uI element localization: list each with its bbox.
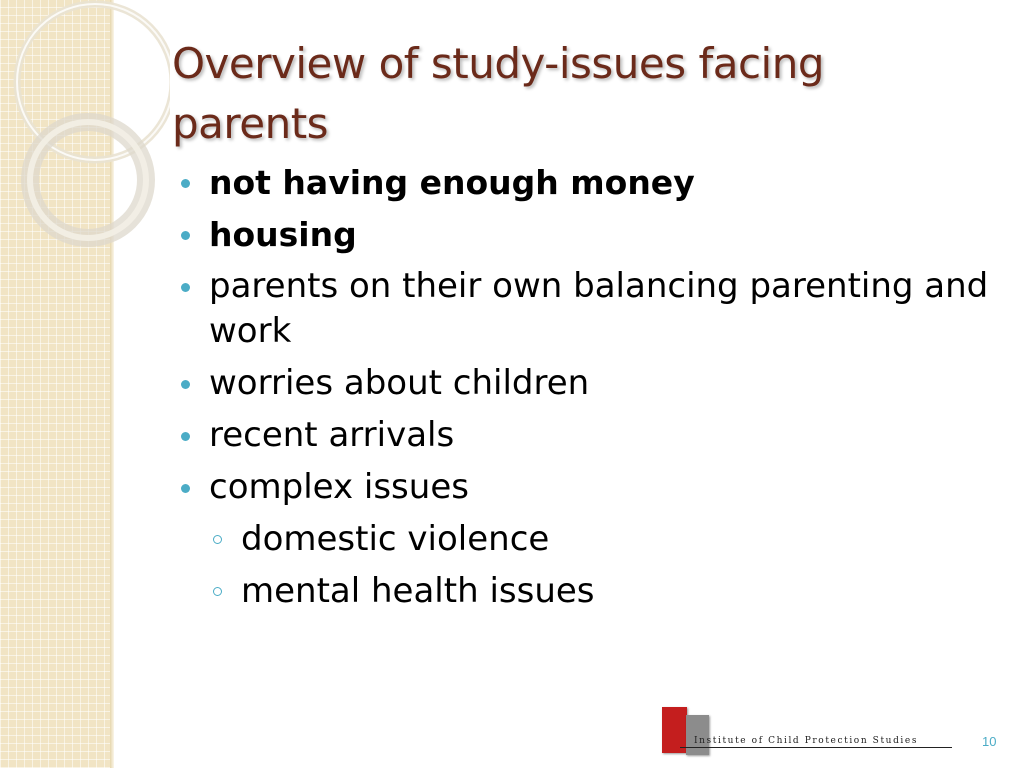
bullet-item [178,212,998,257]
sub-bullet-list [209,517,998,614]
bullet-dot-icon [181,484,190,493]
decorative-rings-icon [0,0,170,270]
bullet-dot-icon [181,179,190,188]
page-number: 10 [982,734,997,749]
bullet-text: complex issues [209,467,469,507]
bullet-dot-icon [181,231,190,240]
sub-bullet-item [209,517,998,562]
bullet-dot-icon [181,283,190,292]
sub-bullet-text: mental health issues [241,571,595,611]
sub-bullet-text: domestic violence [241,519,550,559]
logo-gray-block-icon [686,715,709,755]
hollow-circle-bullet-icon [213,587,222,596]
slide-title: Overview of study-issues facing parents [172,39,825,148]
bullet-text: recent arrivals [209,415,455,455]
bullet-dot-icon [181,432,190,441]
logo-text: Institute of Child Protection Studies [694,736,919,746]
bullet-item [178,413,998,458]
sub-bullet-item [209,569,998,614]
bullet-item [178,465,998,614]
bullet-text: not having enough money [209,163,695,202]
bullet-list [178,160,998,621]
bullet-dot-icon [181,380,190,389]
bullet-item [178,361,998,406]
institute-logo [658,705,958,760]
logo-underline [680,747,952,748]
bullet-item [178,160,998,205]
bullet-text: worries about children [209,363,590,403]
bullet-text: parents on their own balancing parenting and work [209,266,989,351]
bullet-text: housing [209,215,357,254]
hollow-circle-bullet-icon [213,535,222,544]
bullet-item [178,264,998,354]
